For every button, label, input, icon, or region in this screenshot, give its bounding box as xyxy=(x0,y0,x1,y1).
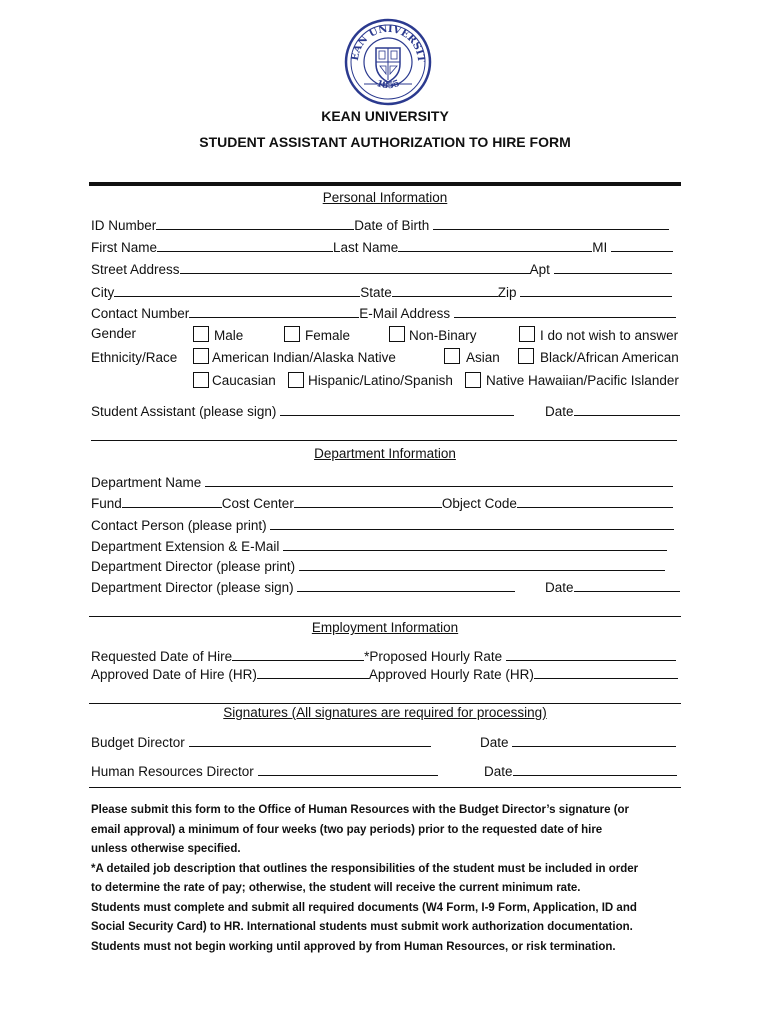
form-title: STUDENT ASSISTANT AUTHORIZATION TO HIRE FORM xyxy=(199,134,571,150)
divider-1 xyxy=(91,440,677,441)
note-line: Social Security Card) to HR. International students must submit work authorization documentation. xyxy=(91,921,633,933)
extension-label: Department Extension & E-Mail xyxy=(91,539,280,554)
city-label: City xyxy=(91,285,115,300)
note-line: Students must complete and submit all required documents (W4 Form, I-9 Form, Application, ID and xyxy=(91,901,637,914)
row-budget-director xyxy=(91,733,431,751)
section-title-employment: Employment Information xyxy=(311,620,459,635)
row-director-sign xyxy=(91,578,515,596)
american-indian-checkbox[interactable] xyxy=(193,348,209,364)
hr-date-label: Date xyxy=(484,764,513,779)
gender-label: Gender xyxy=(91,326,137,341)
apt-field[interactable] xyxy=(554,260,672,274)
divider-4 xyxy=(89,787,681,788)
director-date-field[interactable] xyxy=(574,578,680,592)
zip-field[interactable] xyxy=(520,283,672,297)
university-seal xyxy=(344,18,432,106)
director-sign-field[interactable] xyxy=(297,578,515,592)
requested-date-field[interactable] xyxy=(232,647,364,661)
row-director-print xyxy=(91,557,665,575)
zip-label: Zip xyxy=(497,285,517,300)
student-sign-label: Student Assistant (please sign) xyxy=(91,404,277,419)
row-street xyxy=(91,260,672,278)
cost-center-label: Cost Center xyxy=(221,496,294,511)
native-hawaiian-checkbox[interactable] xyxy=(465,372,481,388)
instructions-notes xyxy=(91,801,691,957)
budget-date-field[interactable] xyxy=(512,733,676,747)
row-director-date xyxy=(545,578,680,596)
row-approved xyxy=(91,665,678,683)
state-field[interactable] xyxy=(392,283,498,297)
first-name-label: First Name xyxy=(91,240,158,255)
apt-label: Apt xyxy=(529,262,550,277)
dob-label: Date of Birth xyxy=(354,218,430,233)
last-name-label: Last Name xyxy=(333,240,399,255)
hr-director-field[interactable] xyxy=(258,762,438,776)
dept-name-label: Department Name xyxy=(91,475,202,490)
black-checkbox[interactable] xyxy=(518,348,534,364)
row-dept-name xyxy=(91,473,673,491)
mi-label: MI xyxy=(592,240,608,255)
caucasian-checkbox[interactable] xyxy=(193,372,209,388)
row-hr-date xyxy=(484,762,677,780)
note-line: unless otherwise specified. xyxy=(91,843,241,855)
cost-center-field[interactable] xyxy=(294,494,442,508)
female-checkbox[interactable] xyxy=(284,326,300,342)
contact-person-field[interactable] xyxy=(270,516,674,530)
contact-number-field[interactable] xyxy=(189,304,359,318)
section-title-department: Department Information xyxy=(314,446,456,461)
object-code-label: Object Code xyxy=(441,496,517,511)
male-checkbox[interactable] xyxy=(193,326,209,342)
note-line: to determine the rate of pay; otherwise, the student will receive the current minimum rate. xyxy=(91,882,581,894)
street-field[interactable] xyxy=(180,260,530,274)
black-label: Black/African American xyxy=(540,350,679,365)
contact-number-label: Contact Number xyxy=(91,306,190,321)
director-date-label: Date xyxy=(545,580,574,595)
student-date-label: Date xyxy=(545,404,574,419)
female-label: Female xyxy=(305,328,351,343)
budget-director-field[interactable] xyxy=(189,733,431,747)
asian-checkbox[interactable] xyxy=(444,348,460,364)
section-title-signatures: Signatures (All signatures are required for processing) xyxy=(223,705,547,720)
director-print-field[interactable] xyxy=(299,557,665,571)
note-line: Students must not begin working until approved by from Human Resources, or risk termination. xyxy=(91,940,616,953)
university-name: KEAN UNIVERSITY xyxy=(321,108,449,124)
row-city xyxy=(91,283,672,301)
approved-date-field[interactable] xyxy=(257,665,369,679)
city-field[interactable] xyxy=(114,283,360,297)
row-extension xyxy=(91,537,667,555)
email-label: E-Mail Address xyxy=(359,306,451,321)
budget-date-label: Date xyxy=(480,735,509,750)
hispanic-checkbox[interactable] xyxy=(288,372,304,388)
no-answer-checkbox[interactable] xyxy=(519,326,535,342)
fund-field[interactable] xyxy=(122,494,222,508)
mi-field[interactable] xyxy=(611,238,673,252)
note-line: email approval) a minimum of four weeks (two pay periods) prior to the requested date of hire xyxy=(91,823,603,836)
hr-date-field[interactable] xyxy=(513,762,677,776)
proposed-rate-field[interactable] xyxy=(506,647,676,661)
american-indian-label: American Indian/Alaska Native xyxy=(212,350,396,365)
requested-date-label: Requested Date of Hire xyxy=(91,649,233,664)
student-sign-field[interactable] xyxy=(280,402,514,416)
non-binary-checkbox[interactable] xyxy=(389,326,405,342)
contact-person-label: Contact Person (please print) xyxy=(91,518,267,533)
director-print-label: Department Director (please print) xyxy=(91,559,296,574)
id-number-field[interactable] xyxy=(156,216,354,230)
svg-text:KEAN UNIVERSITY: EAN UNIVERSIT xyxy=(349,23,427,63)
first-name-field[interactable] xyxy=(157,238,333,252)
divider-3 xyxy=(89,703,681,704)
row-student-date xyxy=(545,402,680,420)
row-contact xyxy=(91,304,676,322)
native-hawaiian-label: Native Hawaiian/Pacific Islander xyxy=(486,373,679,388)
note-line: Please submit this form to the Office of Human Resources with the Budget Director’s signature (or xyxy=(91,804,630,816)
row-student-sign xyxy=(91,402,514,420)
email-field[interactable] xyxy=(454,304,676,318)
approved-rate-label: Approved Hourly Rate (HR) xyxy=(368,667,534,682)
dept-name-field[interactable] xyxy=(205,473,673,487)
proposed-rate-label: *Proposed Hourly Rate xyxy=(364,649,503,664)
last-name-field[interactable] xyxy=(398,238,592,252)
no-answer-label: I do not wish to answer xyxy=(540,328,679,343)
row-requested xyxy=(91,647,676,665)
asian-label: Asian xyxy=(466,350,500,365)
student-date-field[interactable] xyxy=(574,402,680,416)
id-number-label: ID Number xyxy=(91,218,157,233)
non-binary-label: Non-Binary xyxy=(409,328,477,343)
row-budget-date xyxy=(480,733,676,751)
row-id-dob xyxy=(91,216,669,234)
svg-text:1855: 1855 xyxy=(374,78,402,92)
row-fund xyxy=(91,494,673,512)
section-title-personal: Personal Information xyxy=(322,190,448,205)
approved-date-label: Approved Date of Hire (HR) xyxy=(91,667,257,682)
caucasian-label: Caucasian xyxy=(212,373,276,388)
divider-2 xyxy=(89,616,681,617)
row-contact-person xyxy=(91,516,674,534)
header-divider xyxy=(89,182,681,186)
object-code-field[interactable] xyxy=(517,494,673,508)
row-hr-director xyxy=(91,762,438,780)
approved-rate-field[interactable] xyxy=(534,665,678,679)
ethnicity-label: Ethnicity/Race xyxy=(91,350,178,365)
hispanic-label: Hispanic/Latino/Spanish xyxy=(308,373,453,388)
budget-director-label: Budget Director xyxy=(91,735,185,750)
row-name xyxy=(91,238,673,256)
dob-field[interactable] xyxy=(433,216,669,230)
hr-director-label: Human Resources Director xyxy=(91,764,254,779)
state-label: State xyxy=(360,285,392,300)
director-sign-label: Department Director (please sign) xyxy=(91,580,294,595)
note-line: *A detailed job description that outlines the responsibilities of the student must be included in order xyxy=(91,862,639,875)
fund-label: Fund xyxy=(91,496,122,511)
male-label: Male xyxy=(214,328,244,343)
extension-field[interactable] xyxy=(283,537,667,551)
street-label: Street Address xyxy=(91,262,180,277)
